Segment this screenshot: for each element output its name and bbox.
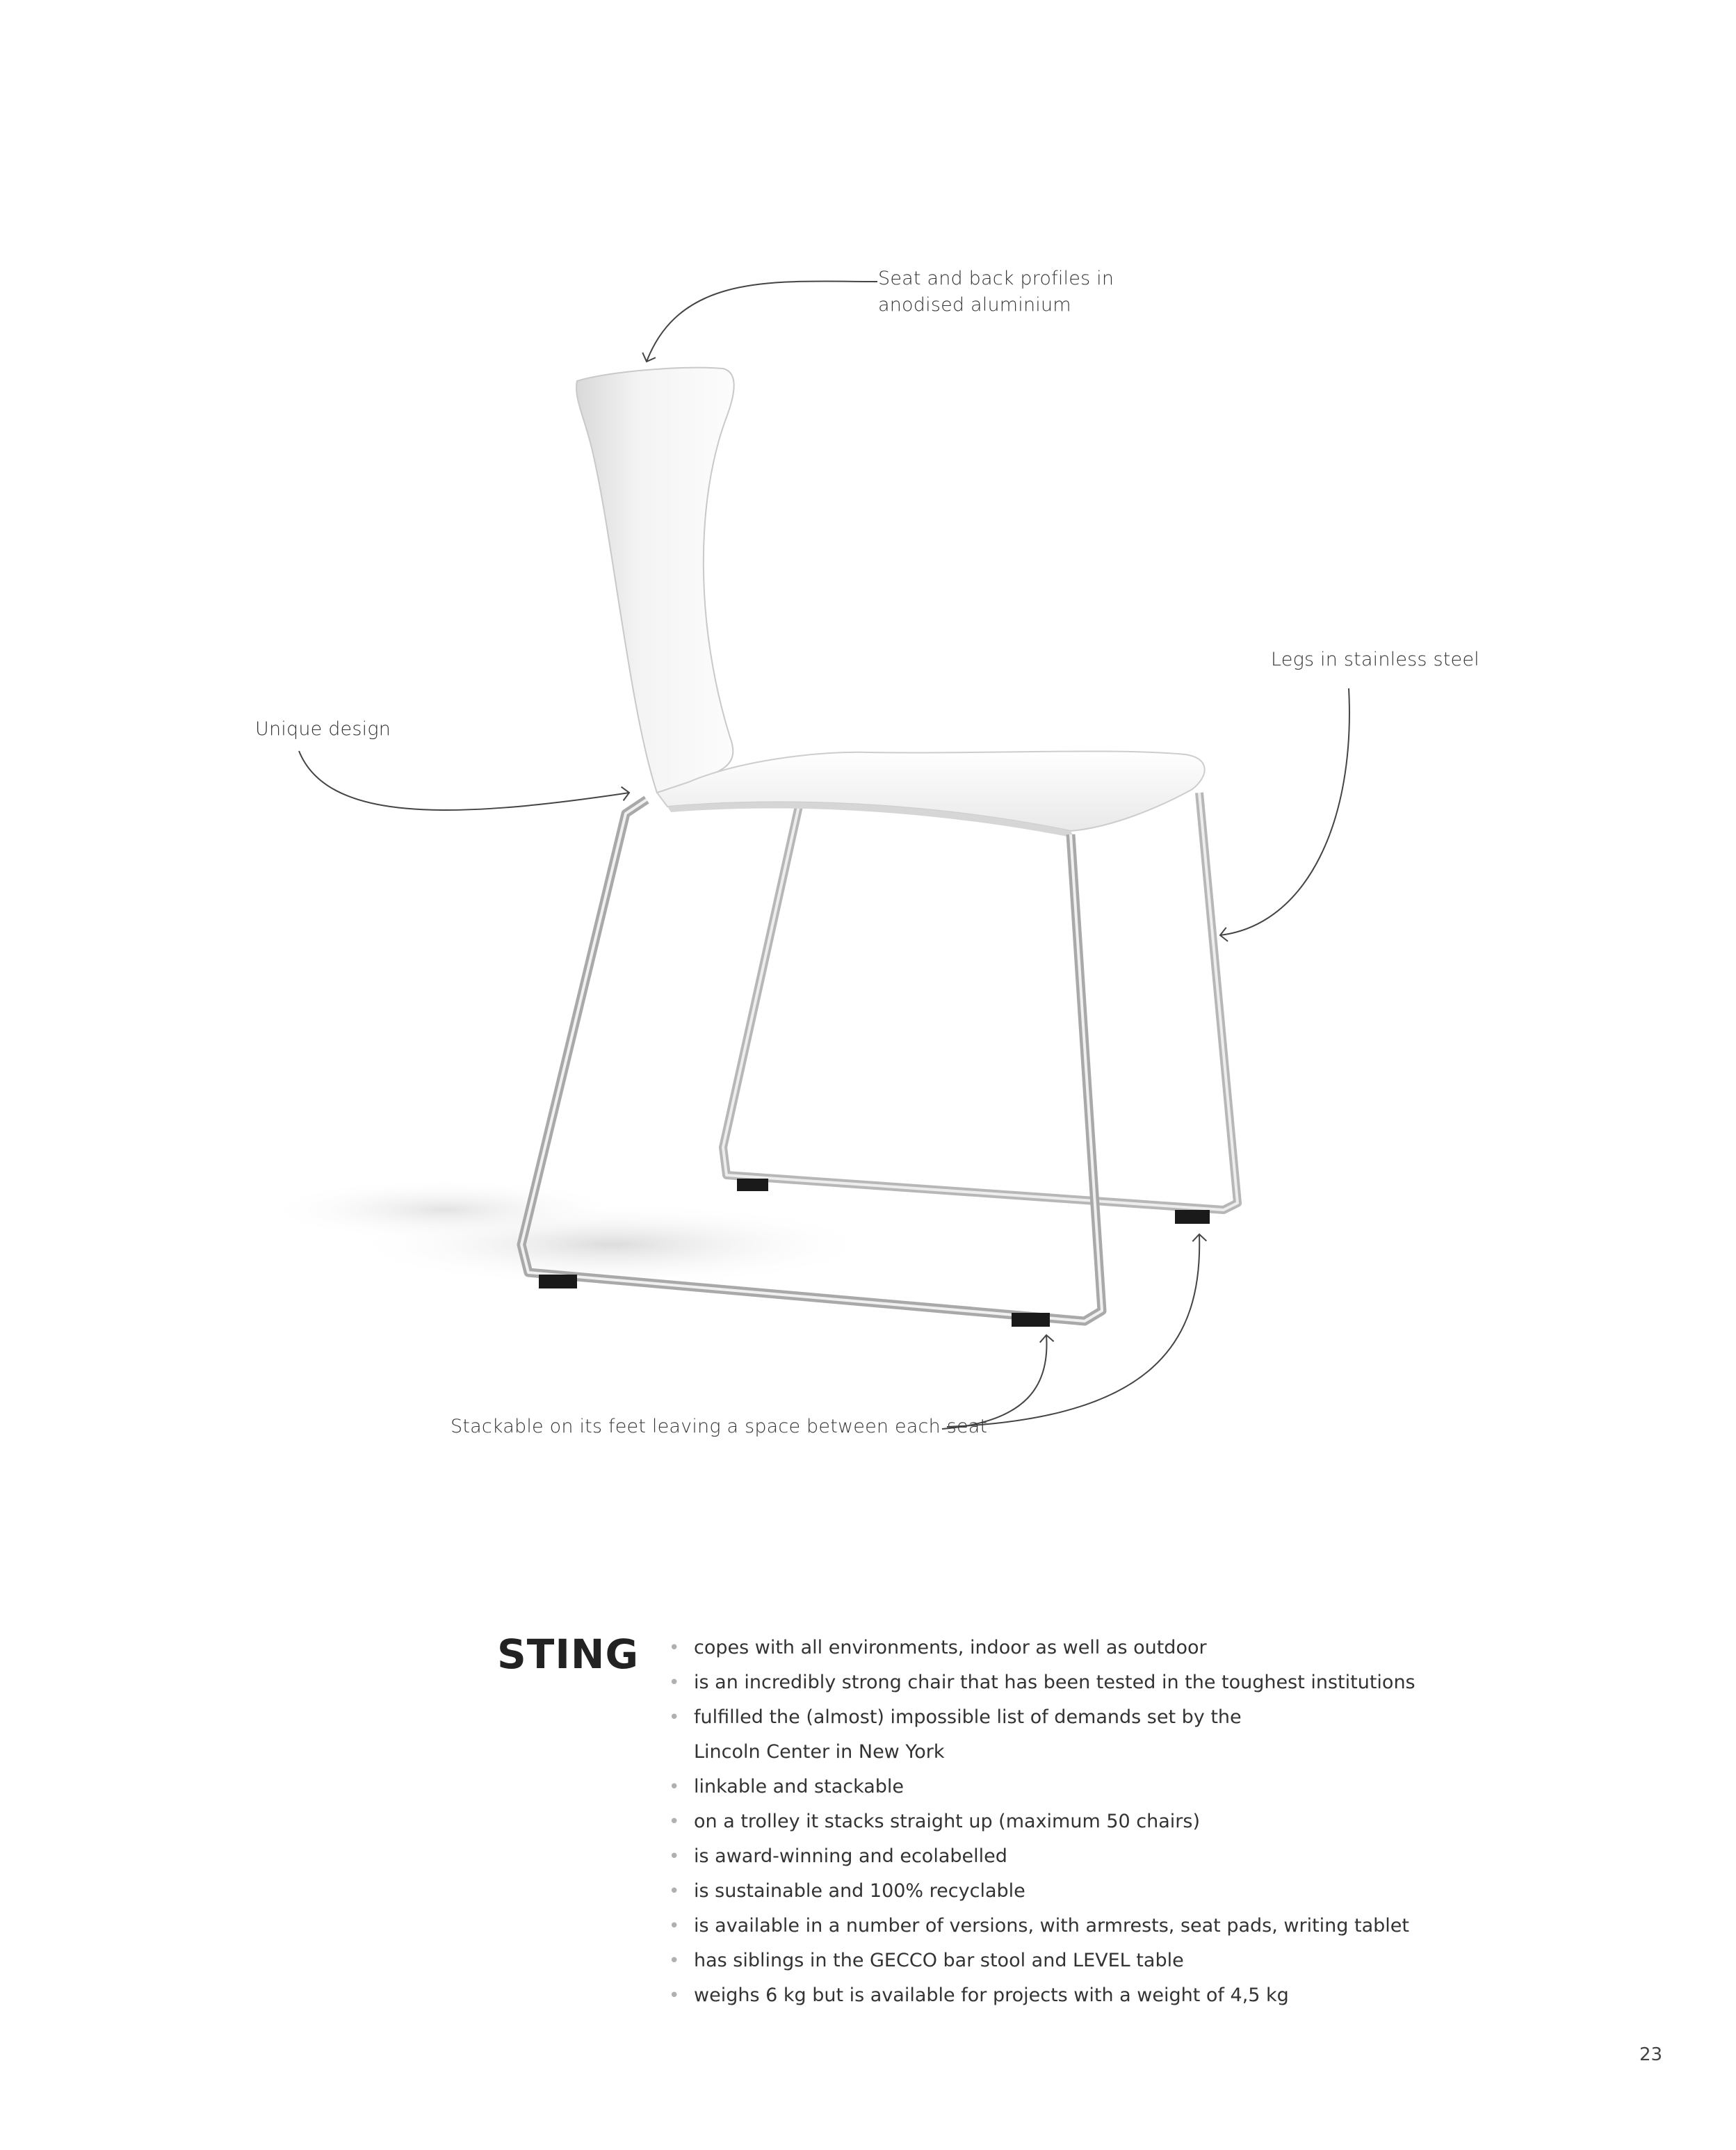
bullet-icon: •	[669, 1672, 680, 1693]
feature-item	[667, 1874, 1415, 1909]
bullet-icon: •	[669, 1916, 680, 1937]
curved-arrow-icon	[1220, 688, 1349, 935]
callout-line: Seat and back profiles in	[878, 268, 1114, 289]
page-number: 23	[1639, 2044, 1663, 2065]
feature-item	[667, 1909, 1415, 1943]
feature-item	[667, 1631, 1415, 1665]
bullet-icon: •	[669, 1881, 680, 1902]
feature-text: weighs 6 kg but is available for projects with a weight of 4,5 kg	[694, 1985, 1289, 2006]
callout-seat-back	[878, 266, 1114, 318]
foot-pad	[539, 1275, 577, 1288]
foot-pad	[1012, 1313, 1050, 1327]
chair-backrest	[576, 368, 734, 793]
feature-item	[667, 1978, 1415, 2013]
product-name: STING	[497, 1631, 640, 1678]
curved-arrow-icon	[299, 751, 629, 810]
chair-seat	[657, 751, 1205, 831]
feature-item	[667, 1839, 1415, 1874]
feature-text: linkable and stackable	[694, 1776, 904, 1797]
feature-text: has siblings in the GECCO bar stool and LEVEL table	[694, 1950, 1184, 1971]
callout-line: anodised aluminium	[878, 294, 1071, 316]
chair-photo	[521, 368, 1238, 1327]
feature-item	[667, 1665, 1415, 1700]
feature-item	[667, 1770, 1415, 1804]
foot-pad	[1175, 1210, 1210, 1224]
bullet-icon: •	[669, 1846, 680, 1867]
bullet-icon: •	[669, 1707, 680, 1728]
bullet-icon: •	[669, 1638, 680, 1658]
feature-text: is available in a number of versions, with armrests, seat pads, writing tablet	[694, 1915, 1409, 1937]
feature-text: Lincoln Center in New York	[694, 1741, 945, 1763]
callout-legs: Legs in stainless steel	[1271, 649, 1479, 670]
feature-item	[667, 1804, 1415, 1839]
bullet-icon: •	[669, 1777, 680, 1797]
curved-arrow-icon	[647, 281, 877, 362]
bullet-icon: •	[669, 1811, 680, 1832]
chair-shadow-left	[264, 1179, 626, 1241]
feature-item	[667, 1943, 1415, 1978]
feature-list	[667, 1631, 1415, 2013]
feature-text: copes with all environments, indoor as well as outdoor	[694, 1637, 1207, 1658]
feature-text: is an incredibly strong chair that has been tested in the toughest institutions	[694, 1672, 1415, 1693]
callout-design: Unique design	[255, 718, 391, 740]
rear-leg-left	[723, 793, 1238, 1210]
feature-text: on a trolley it stacks straight up (maximum 50 chairs)	[694, 1811, 1200, 1832]
foot-pad	[737, 1179, 768, 1191]
feature-text: is award-winning and ecolabelled	[694, 1845, 1007, 1867]
callout-stackable: Stackable on its feet leaving a space between each seat	[451, 1416, 988, 1437]
feature-text: is sustainable and 100% recyclable	[694, 1880, 1025, 1902]
bullet-icon: •	[669, 1950, 680, 1971]
feature-item	[667, 1700, 1415, 1770]
bullet-icon: •	[669, 1985, 680, 2006]
feature-text: fulfilled the (almost) impossible list of demands set by the	[694, 1706, 1242, 1728]
curved-arrow-icon	[947, 1234, 1199, 1427]
